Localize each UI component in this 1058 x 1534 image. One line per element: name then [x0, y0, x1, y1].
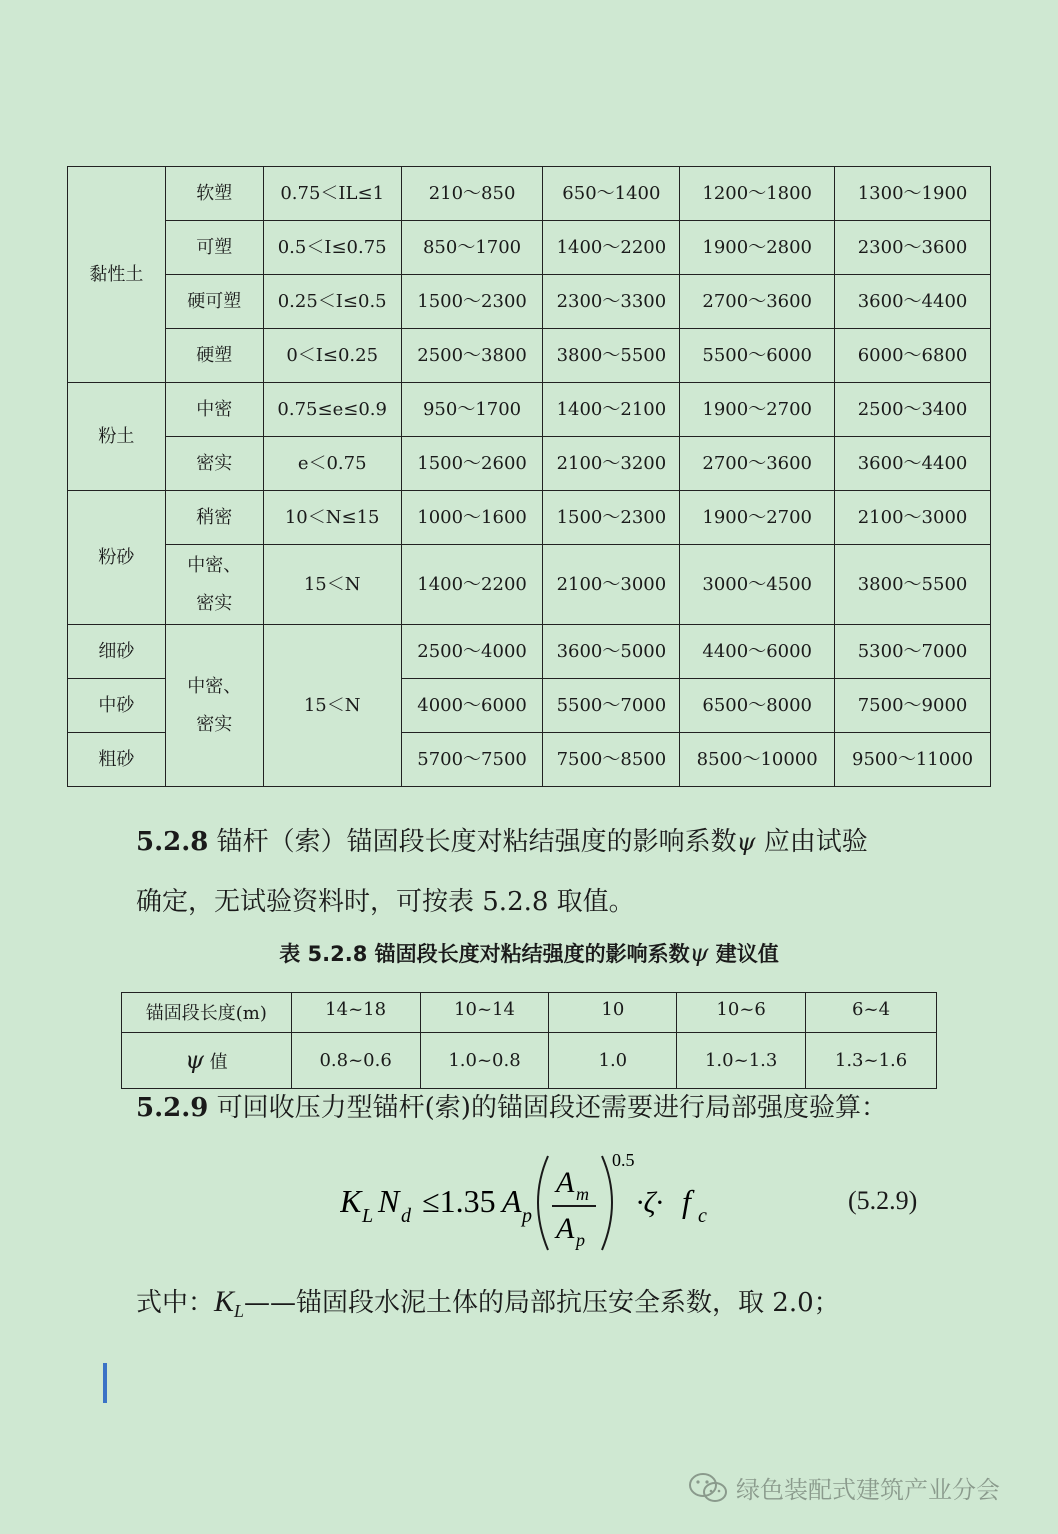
- value-cell: 1000～1600: [401, 491, 543, 545]
- formula-K: K: [340, 1183, 362, 1219]
- paragraph-5-2-8: [136, 812, 936, 932]
- value-cell: 1400～2200: [543, 221, 680, 275]
- soil-type-cell: 细砂: [68, 625, 166, 679]
- psi-value-cell: 1.0~1.3: [677, 1033, 806, 1089]
- watermark-text: 绿色装配式建筑产业分会: [736, 1476, 1000, 1504]
- where-text: ——锚固段水泥土体的局部抗压安全系数，取 2.0；: [244, 1288, 840, 1318]
- formula-sub-d: d: [401, 1205, 411, 1227]
- value-cell: 3800～5500: [543, 329, 680, 383]
- psi-symbol: ψ: [185, 1046, 204, 1074]
- value-cell: 2700～3600: [680, 275, 835, 329]
- equation-number: (5.2.9): [848, 1186, 918, 1215]
- value-cell: 210～850: [401, 167, 543, 221]
- state-line: 密实: [196, 713, 233, 735]
- value-cell: 3800～5500: [835, 545, 991, 625]
- psi-value-cell: 1.3~1.6: [806, 1033, 937, 1089]
- watermark: [688, 1470, 1000, 1505]
- value-cell: 3600～4400: [835, 437, 991, 491]
- condition-cell: 10＜N≤15: [263, 491, 401, 545]
- formula-coef: ≤1.35: [422, 1183, 496, 1219]
- psi-value-cell: 0.8~0.6: [291, 1033, 420, 1089]
- psi-value-cell: 1.0~0.8: [420, 1033, 549, 1089]
- where-clause: [136, 1272, 840, 1341]
- formula-sub-p: p: [576, 1230, 585, 1250]
- soil-bond-strength-table: [67, 166, 991, 787]
- condition-cell: 15＜N: [263, 545, 401, 625]
- state-cell: 可塑: [165, 221, 263, 275]
- value-cell: 1900～2800: [680, 221, 835, 275]
- condition-cell: 0.25＜I≤0.5: [263, 275, 401, 329]
- value-cell: 3600～4400: [835, 275, 991, 329]
- table-row: [68, 625, 991, 679]
- table-row: [68, 329, 991, 383]
- wechat-icon: [688, 1471, 728, 1505]
- table-title-text: 建议值: [715, 942, 779, 966]
- value-cell: 2700～3600: [680, 437, 835, 491]
- condition-cell: e＜0.75: [263, 437, 401, 491]
- length-cell: 6~4: [806, 993, 937, 1033]
- value-cell: 1200～1800: [680, 167, 835, 221]
- value-cell: 9500～11000: [835, 733, 991, 787]
- value-cell: 5500～6000: [680, 329, 835, 383]
- value-cell: 4400～6000: [680, 625, 835, 679]
- formula-A: A: [556, 1212, 575, 1245]
- table-row: [122, 993, 937, 1033]
- state-line: 密实: [196, 592, 233, 614]
- value-cell: 5300～7000: [835, 625, 991, 679]
- state-cell: [165, 625, 263, 787]
- formula-sub-m: m: [576, 1184, 589, 1204]
- where-K: K: [214, 1285, 235, 1318]
- paragraph-text: 应由试验: [763, 827, 868, 857]
- value-cell: 2500～3400: [835, 383, 991, 437]
- value-cell: 1300～1900: [835, 167, 991, 221]
- table-title: [0, 938, 1058, 968]
- paragraph-text: 可回收压力型锚杆(索)的锚固段还需要进行局部强度验算：: [216, 1093, 887, 1123]
- formula-f: f: [682, 1183, 691, 1219]
- state-cell: 软塑: [165, 167, 263, 221]
- where-prefix: 式中：: [136, 1288, 215, 1318]
- psi-symbol: ψ: [736, 828, 756, 856]
- value-cell: 1900～2700: [680, 383, 835, 437]
- value-cell: 850～1700: [401, 221, 543, 275]
- state-cell: 密实: [165, 437, 263, 491]
- psi-coefficient-table: [121, 992, 937, 1089]
- value-cell: 2100～3000: [835, 491, 991, 545]
- where-sub-L: L: [234, 1301, 245, 1322]
- table-row: [68, 167, 991, 221]
- value-cell: 1400～2200: [401, 545, 543, 625]
- soil-type-cell: 粉土: [68, 383, 166, 491]
- value-cell: 2100～3000: [543, 545, 680, 625]
- value-cell: 5700～7500: [401, 733, 543, 787]
- length-cell: 14~18: [291, 993, 420, 1033]
- value-cell: 1500～2600: [401, 437, 543, 491]
- section-number: 5.2.8: [136, 827, 209, 857]
- formula-sub-L: L: [362, 1205, 374, 1227]
- soil-type-cell: 黏性土: [68, 167, 166, 383]
- value-cell: 1900～2700: [680, 491, 835, 545]
- text-cursor: [103, 1363, 107, 1403]
- value-cell: 7500～8500: [543, 733, 680, 787]
- condition-cell: 0.5＜I≤0.75: [263, 221, 401, 275]
- table-row: [68, 383, 991, 437]
- formula-A: A: [556, 1166, 575, 1199]
- right-paren: [602, 1156, 612, 1250]
- value-cell: 8500～10000: [680, 733, 835, 787]
- state-cell: 硬塑: [165, 329, 263, 383]
- value-cell: 950～1700: [401, 383, 543, 437]
- psi-symbol: ψ: [689, 939, 709, 967]
- formula-A: A: [502, 1183, 522, 1219]
- value-cell: 2100～3200: [543, 437, 680, 491]
- section-number: 5.2.9: [136, 1093, 209, 1123]
- table-row: [68, 545, 991, 625]
- value-cell: 650～1400: [543, 167, 680, 221]
- table-row: [68, 221, 991, 275]
- state-line: 中密、: [187, 554, 242, 576]
- value-cell: 6000～6800: [835, 329, 991, 383]
- soil-type-cell: 粉砂: [68, 491, 166, 625]
- paragraph-text: 确定，无试验资料时，可按表 5.2.8 取值。: [136, 887, 635, 917]
- condition-cell: 0＜I≤0.25: [263, 329, 401, 383]
- length-cell: 10~14: [420, 993, 549, 1033]
- soil-type-cell: 中砂: [68, 679, 166, 733]
- value-cell: 1400～2100: [543, 383, 680, 437]
- value-cell: 1500～2300: [401, 275, 543, 329]
- value-cell: 2300～3600: [835, 221, 991, 275]
- value-cell: 2500～3800: [401, 329, 543, 383]
- table-row: [68, 275, 991, 329]
- value-cell: 7500～9000: [835, 679, 991, 733]
- formula-sub-p: p: [522, 1205, 532, 1227]
- state-line: 中密、: [187, 675, 242, 697]
- row-label: 锚固段长度(m): [122, 993, 292, 1033]
- state-cell: 硬可塑: [165, 275, 263, 329]
- value-cell: 4000～6000: [401, 679, 543, 733]
- state-cell: 中密: [165, 383, 263, 437]
- formula-N: N: [378, 1183, 400, 1219]
- paragraph-5-2-9: [136, 1078, 936, 1138]
- table-row: [68, 491, 991, 545]
- left-paren: [538, 1156, 548, 1250]
- table-row: [68, 437, 991, 491]
- soil-type-cell: 粗砂: [68, 733, 166, 787]
- paragraph-text: 锚杆（索）锚固段长度对粘结强度的影响系数: [216, 827, 737, 857]
- length-cell: 10: [549, 993, 677, 1033]
- table-title-text: 表 5.2.8 锚固段长度对粘结强度的影响系数: [279, 942, 690, 966]
- condition-cell: 0.75＜IL≤1: [263, 167, 401, 221]
- formula-exponent: 0.5: [612, 1150, 635, 1170]
- state-cell: [165, 545, 263, 625]
- state-cell: 稍密: [165, 491, 263, 545]
- value-cell: 2500～4000: [401, 625, 543, 679]
- value-cell: 2300～3300: [543, 275, 680, 329]
- length-cell: 10~6: [677, 993, 806, 1033]
- value-cell: 3600～5000: [543, 625, 680, 679]
- formula-graphic: [340, 1150, 740, 1260]
- value-cell: 6500～8000: [680, 679, 835, 733]
- value-cell: 5500～7000: [543, 679, 680, 733]
- formula-zeta: ·ζ·: [636, 1186, 664, 1219]
- value-cell: 1500～2300: [543, 491, 680, 545]
- condition-cell: 0.75≤e≤0.9: [263, 383, 401, 437]
- condition-cell: 15＜N: [263, 625, 401, 787]
- formula-sub-c: c: [698, 1205, 707, 1227]
- psi-value-cell: 1.0: [549, 1033, 677, 1089]
- row-label-text: 值: [209, 1052, 228, 1073]
- value-cell: 3000～4500: [680, 545, 835, 625]
